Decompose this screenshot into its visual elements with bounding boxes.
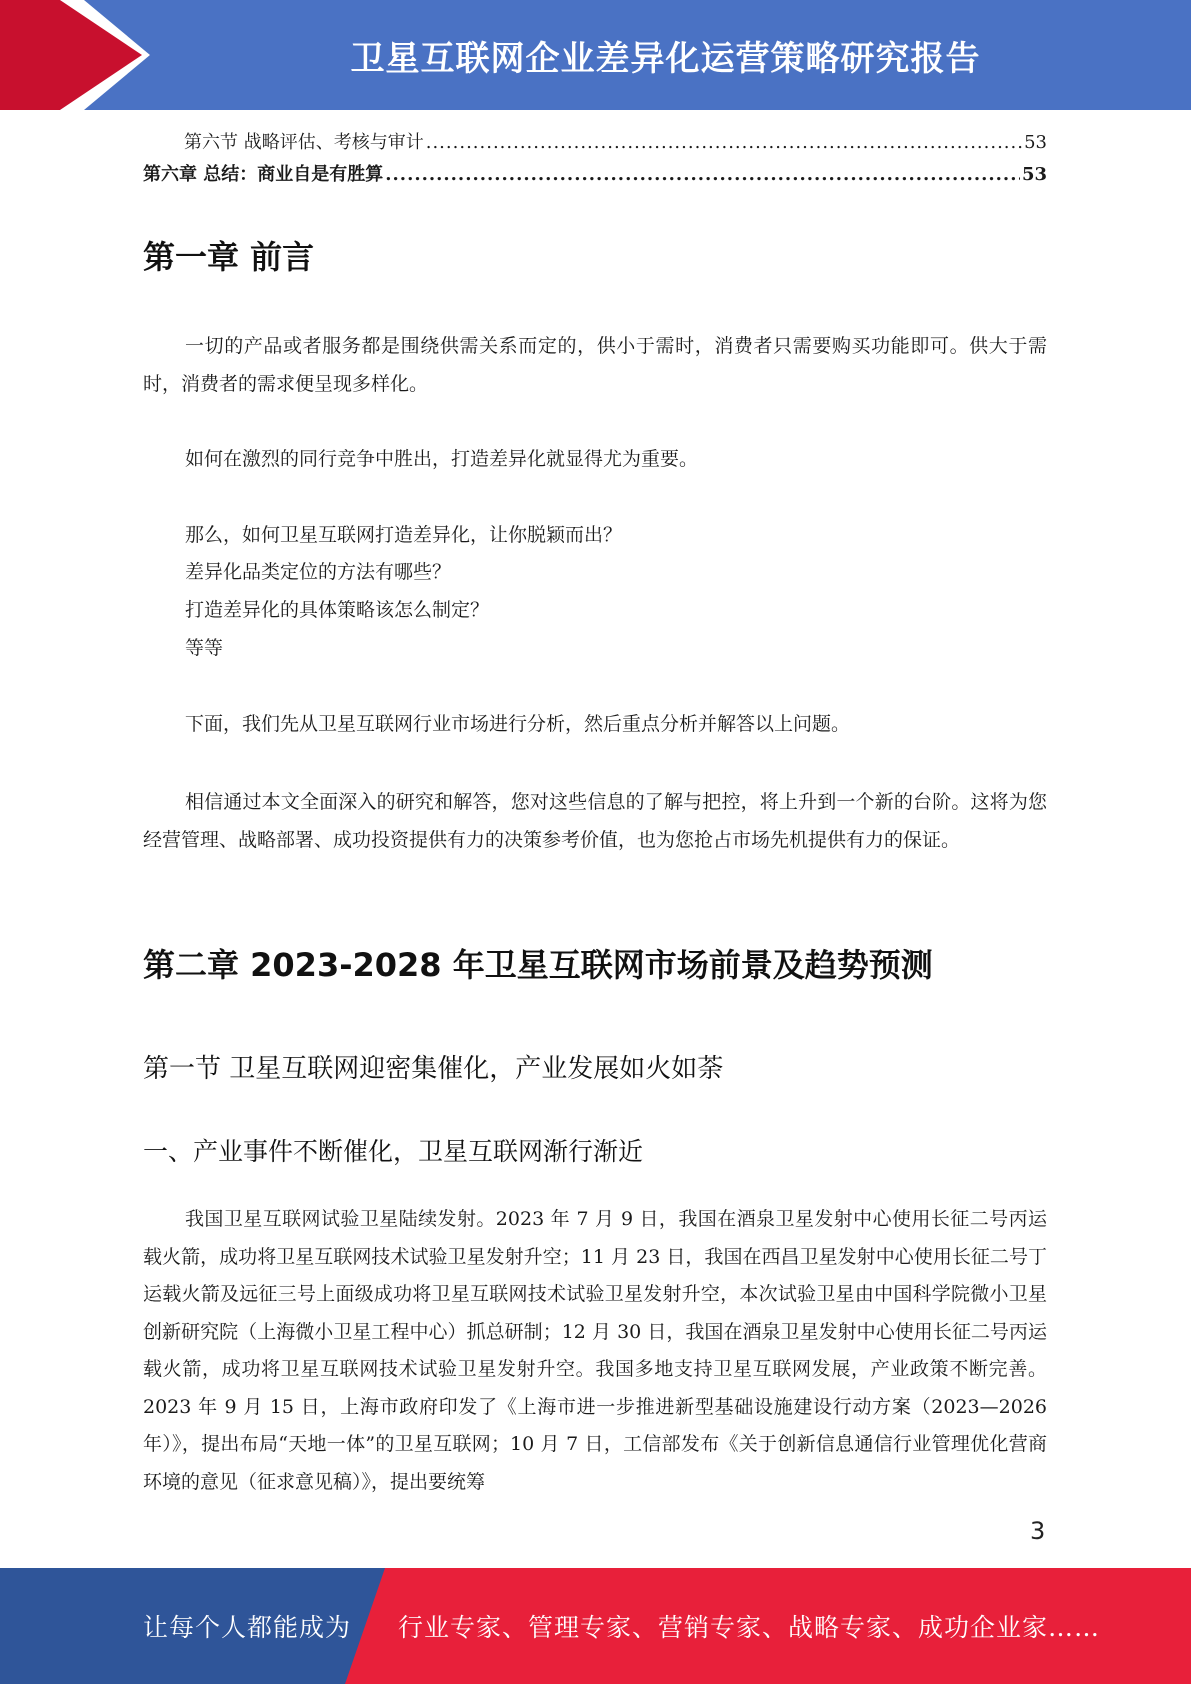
chapter-1-paragraph-1: 一切的产品或者服务都是围绕供需关系而定的，供小于需时，消费者只需要购买功能即可。供大于需时，消费者的需求便呈现多样化。 <box>143 335 1047 395</box>
toc-leader-dots <box>385 164 1020 185</box>
chapter-1-heading: 第一章 前言 <box>143 238 315 276</box>
chapter-1-paragraph-4: 相信通过本文全面深入的研究和解答，您对这些信息的了解与把控，将上升到一个新的台阶。这将为您经营管理、战略部署、成功投资提供有力的决策参考价值，也为您抢占市场先机提供有力的保证。 <box>143 791 1047 851</box>
section-heading: 第一节 卫星互联网迎密集催化，产业发展如火如荼 <box>143 1054 724 1084</box>
footer-slogan-right: 行业专家、管理专家、营销专家、战略专家、成功企业家…… <box>398 1613 1101 1642</box>
subsection-heading: 一、产业事件不断催化，卫星互联网渐行渐近 <box>143 1137 644 1166</box>
question-line: 差异化品类定位的方法有哪些？ <box>185 561 452 583</box>
page-footer <box>0 1568 1191 1684</box>
footer-slogan-left: 让每个人都能成为 <box>143 1613 352 1642</box>
toc-entry-page: 53 <box>1021 164 1047 185</box>
toc-entry-label: 第六节 战略评估、考核与审计 <box>184 132 424 153</box>
toc-leader-dots <box>426 132 1022 153</box>
chapter-1-paragraph-2: 如何在激烈的同行竞争中胜出，打造差异化就显得尤为重要。 <box>185 448 699 470</box>
chapter-1-paragraph-3: 下面，我们先从卫星互联网行业市场进行分析，然后重点分析并解答以上问题。 <box>185 713 851 735</box>
page-number: 3 <box>1030 1517 1046 1545</box>
chapter-2-heading: 第二章 2023-2028 年卫星互联网市场前景及趋势预测 <box>143 946 933 984</box>
toc-entry[interactable] <box>143 128 1047 160</box>
table-of-contents <box>143 128 1047 192</box>
question-line: 那么，如何卫星互联网打造差异化，让你脱颖而出？ <box>185 524 623 546</box>
question-line: 等等 <box>185 637 224 659</box>
report-title: 卫星互联网企业差异化运营策略研究报告 <box>350 38 981 79</box>
page-header <box>0 0 1191 110</box>
toc-entry-page: 53 <box>1024 132 1047 153</box>
header-red-chevron <box>0 0 160 110</box>
question-line: 打造差异化的具体策略该怎么制定？ <box>185 599 490 621</box>
chapter-2-paragraph-1: 我国卫星互联网试验卫星陆续发射。2023 年 7 月 9 日，我国在酒泉卫星发射中心使用长征二号丙运载火箭，成功将卫星互联网技术试验卫星发射升空；11 月 23 日，我国在西昌卫星发射中心使用长征二号丁运载火箭及远征三号上面级成功将卫星互联网技术试验卫星发射升空，本次试验卫星由中国科学院微小卫星创新研究院（上海微小卫星工程中心）抓总研制；12 月 30 日，我国在酒泉卫星发射中心使用长征二号丙运载火箭，成功将卫星互联网技术试验卫星发射升空。我国多地支持卫星互联网发展，产业政策不断完善。2023 年 9 月 15 日，上海市政府印发了《上海市进一步推进新型基础设施建设行动方案（2023—2026 年）》，提出布局“天地一体”的卫星互联网；10 月 7 日，工信部发布《关于创新信息通信行业管理优化营商环境的意见（征求意见稿）》，提出要统筹 <box>143 1208 1047 1493</box>
toc-entry-label: 第六章 总结：商业自是有胜算 <box>143 164 384 185</box>
toc-entry[interactable] <box>143 160 1047 192</box>
